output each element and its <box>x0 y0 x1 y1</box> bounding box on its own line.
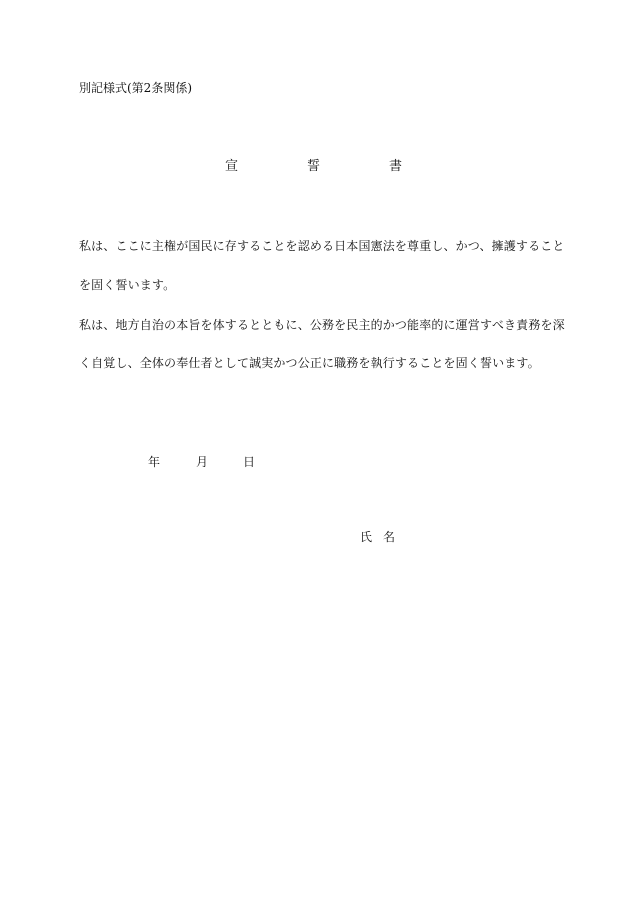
oath-line-2: を固く誓います。 <box>79 278 176 292</box>
form-label: 別記様式(第2条関係) <box>79 81 192 95</box>
oath-line-1: 私は、ここに主権が国民に存することを認める日本国憲法を尊重し、かつ、擁護すること <box>79 239 565 253</box>
title-char-sei: 誓 <box>307 159 321 174</box>
oath-line-4: く自覚し、全体の奉仕者として誠実かつ公正に職務を執行することを固く誓います。 <box>79 356 540 370</box>
date-month-label: 月 <box>196 455 209 469</box>
title-char-sen: 宣 <box>225 159 239 174</box>
title-char-sho: 書 <box>389 159 403 174</box>
name-label-mei: 名 <box>383 530 396 544</box>
oath-line-3: 私は、地方自治の本旨を体するとともに、公務を民主的かつ能率的に運営すべき責務を深 <box>79 318 565 332</box>
name-label-shi: 氏 <box>360 530 373 544</box>
date-year-label: 年 <box>148 455 161 469</box>
date-day-label: 日 <box>243 455 256 469</box>
